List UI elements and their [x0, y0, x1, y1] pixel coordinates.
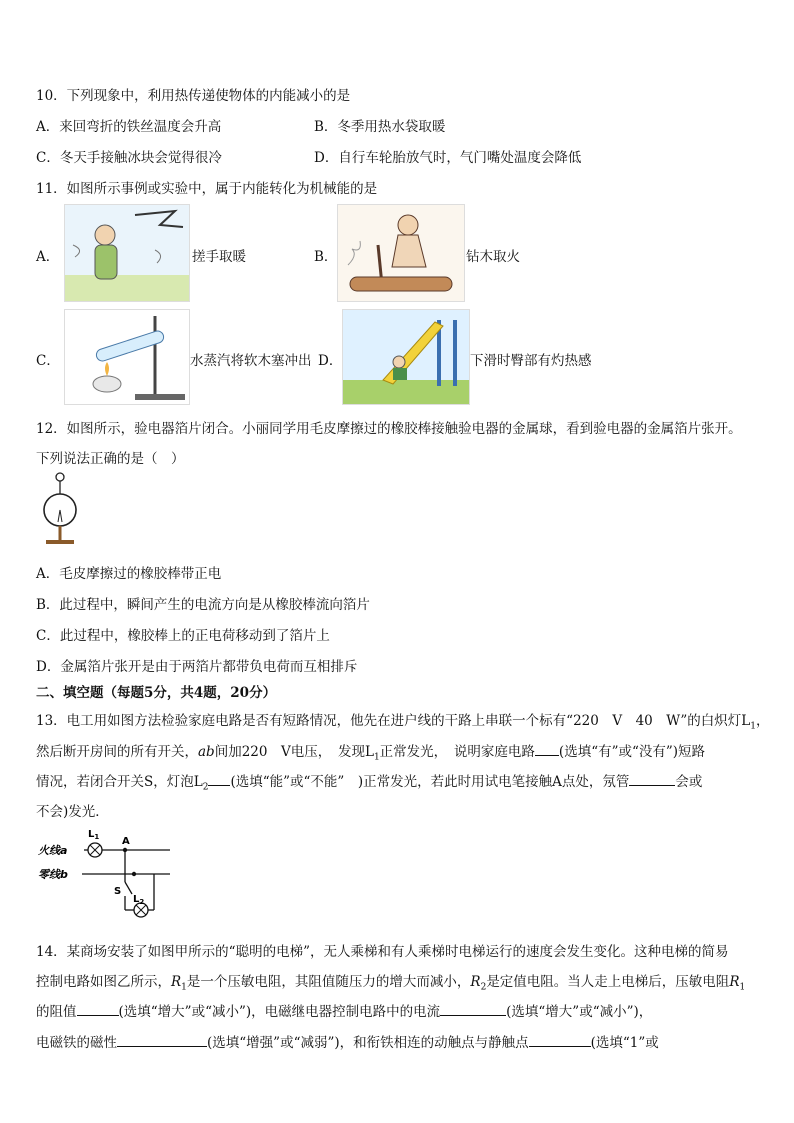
- section-title-fill-in: 二、填空题（每题5分，共4题，20分）: [36, 685, 277, 701]
- q10-option-b: B．冬季用热水袋取暖: [314, 119, 446, 135]
- q11-option-b-caption: 钻木取火: [466, 249, 520, 265]
- q11-figure-slide: [342, 309, 470, 405]
- circuit-label-a: A: [122, 836, 130, 847]
- q11-option-a-label: A．: [36, 249, 60, 265]
- q14-blank-2[interactable]: [440, 1003, 506, 1016]
- q14-line3: 的阻值 (选填“增大”或“减小”)，电磁继电器控制电路中的电流 (选填“增大”或“减小”)，: [36, 1004, 653, 1020]
- q10-option-c: C．冬天手接触冰块会觉得很冷: [36, 150, 222, 166]
- q14-line2: 控制电路如图乙所示，$R_1$是一个压敏电阻，其阻值随压力的增大而减小，$R_2$是定值电阻。当人走上电梯后，压敏电阻$R_1$: [36, 974, 746, 993]
- q13-line2: 然后断开房间的所有开关，ab间加220 V电压， 发现$L_1$正常发光， 说明家庭电路 (选填“有”或“没有”)短路: [36, 744, 706, 763]
- q12-option-b: B．此过程中，瞬间产生的电流方向是从橡胶棒流向箔片: [36, 597, 370, 613]
- q11-stem: 11．如图所示事例或实验中，属于内能转化为机械能的是: [36, 181, 378, 197]
- q13-circuit-diagram: [36, 826, 196, 922]
- circuit-label-l2: $L_2$: [133, 894, 145, 906]
- circuit-label-s: S: [114, 886, 122, 897]
- q13-blank-2[interactable]: [208, 773, 230, 786]
- q14-line1: 14．某商场安装了如图甲所示的“聪明的电梯”，无人乘梯和有人乘梯时电梯运行的速度会发生变化。这种电梯的简易: [36, 944, 729, 960]
- q13-line4: 不会)发光．: [36, 804, 109, 820]
- q14-line4: 电磁铁的磁性 (选填“增强”或“减弱”)，和衔铁相连的动触点与静触点 (选填“1”或: [36, 1035, 659, 1051]
- q14-blank-3[interactable]: [117, 1034, 207, 1047]
- q11-option-a-caption: 搓手取暖: [192, 249, 246, 265]
- q13-blank-1[interactable]: [535, 743, 559, 756]
- q11-figure-drilling-wood: [337, 204, 465, 302]
- q13-line1: 13．电工用如图方法检验家庭电路是否有短路情况，他先在进户线的干路上串联一个标有“220 V 40 W”的白炽灯$L_1$，: [36, 713, 770, 732]
- q10-option-a: A．来回弯折的铁丝温度会升高: [36, 119, 222, 135]
- q11-option-d-caption: 下滑时臀部有灼热感: [470, 353, 592, 369]
- q13-blank-3[interactable]: [629, 773, 675, 786]
- q12-stem-line1: 12．如图所示，验电器箔片闭合。小丽同学用毛皮摩擦过的橡胶棒接触验电器的金属球，看到验电器的金属箔片张开。: [36, 421, 742, 437]
- q12-option-a: A．毛皮摩擦过的橡胶棒带正电: [36, 566, 222, 582]
- q12-figure-electroscope: [38, 472, 82, 550]
- switch-s-icon: [125, 882, 132, 894]
- q13-line3: 情况，若闭合开关S，灯泡$L_2$ (选填“能”或“不能” )正常发光，若此时用试电笔接触A点处，氖管 会或: [36, 774, 703, 793]
- q11-option-d-label: D．: [318, 353, 343, 369]
- q11-option-c-label: C．: [36, 353, 60, 369]
- q14-blank-4[interactable]: [529, 1034, 591, 1047]
- q11-option-b-label: B．: [314, 249, 338, 265]
- circuit-label-live: 火线a: [38, 844, 68, 857]
- q10-option-d: D．自行车轮胎放气时，气门嘴处温度会降低: [314, 150, 582, 166]
- q11-figure-rubbing-hands: [64, 204, 190, 302]
- q12-option-d: D．金属箔片张开是由于两箔片都带负电荷而互相排斥: [36, 659, 358, 675]
- circuit-label-neutral: 零线b: [38, 868, 68, 881]
- circuit-label-l1: $L_1$: [88, 829, 100, 841]
- q12-option-c: C．此过程中，橡胶棒上的正电荷移动到了箔片上: [36, 628, 330, 644]
- q10-stem: 10．下列现象中，利用热传递使物体的内能减小的是: [36, 88, 351, 104]
- q11-figure-steam-cork: [64, 309, 190, 405]
- q12-stem-line2: 下列说法正确的是（ ）: [36, 451, 185, 467]
- q14-blank-1[interactable]: [77, 1003, 119, 1016]
- q11-option-c-caption: 水蒸汽将软木塞冲出: [190, 353, 312, 369]
